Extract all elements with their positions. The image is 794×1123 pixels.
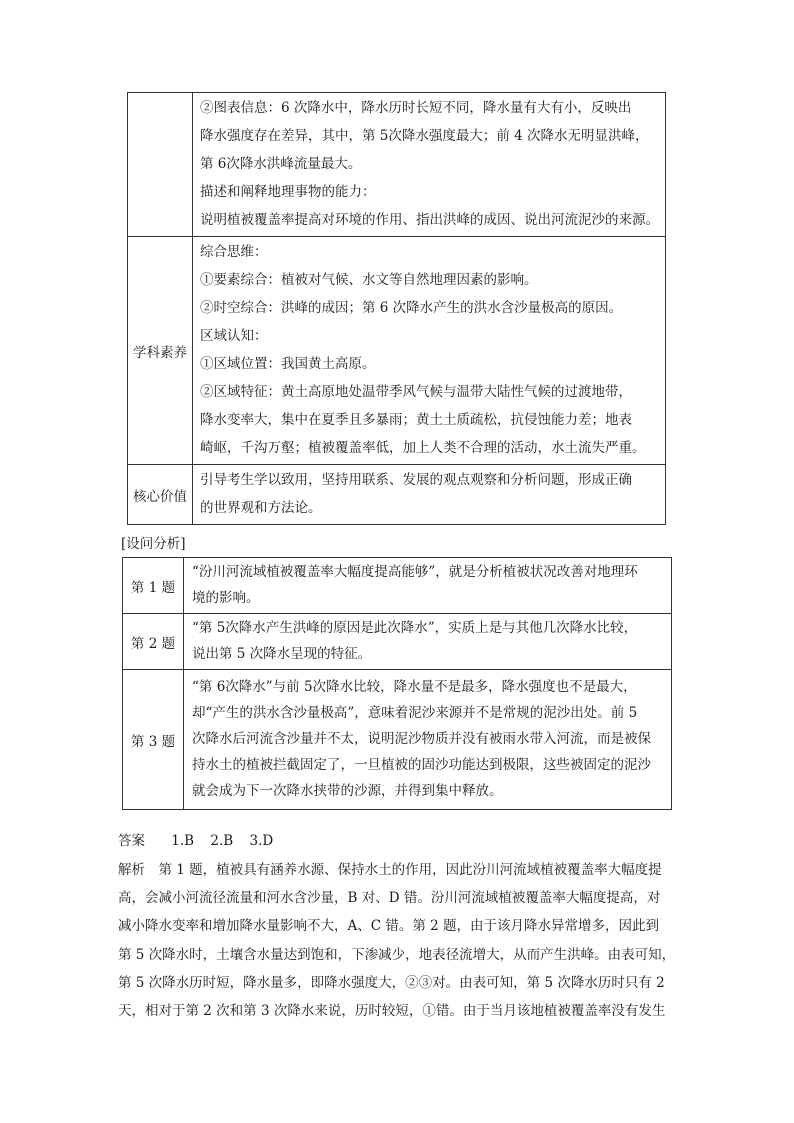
answer-line bbox=[118, 829, 273, 849]
text-line: 就会成为下一次降水挟带的沙源，并得到集中释放。 bbox=[192, 783, 503, 799]
text-line: 持水土的植被拦截固定了，一旦植被的固沙功能达到极限，这些被固定的泥沙 bbox=[192, 757, 651, 773]
table-row bbox=[128, 465, 666, 525]
text-line: 崎岖，千沟万壑；植被覆盖率低，加上人类不合理的活动，水土流失严重。 bbox=[200, 440, 646, 456]
table-row bbox=[123, 558, 672, 614]
discipline-literacy-cell bbox=[193, 237, 666, 465]
text-line: ②区域特征：黄土高原地处温带季风气候与温带大陆性气候的过渡地带， bbox=[200, 384, 632, 400]
text-line: 降水变率大，集中在夏季且多暴雨；黄土土质疏松，抗侵蚀能力差；地表 bbox=[200, 412, 632, 428]
text-line: ①区域位置：我国黄土高原。 bbox=[200, 356, 376, 372]
text-line: 区域认知： bbox=[200, 328, 268, 344]
table-row bbox=[128, 237, 666, 465]
text-line: 减小降水变率和增加降水量影响不大，A、C 错。第 2 题，由于该月降水异常增多，因此到 bbox=[118, 918, 660, 935]
text-line: “汾川河流域植被覆盖率大幅度提高能够”，就是分析植被状况改善对地理环 bbox=[192, 564, 638, 580]
text-line: 解析 第 1 题，植被具有涵养水源、保持水土的作用，因此汾川河流域植被覆盖率大幅度提 bbox=[118, 862, 662, 878]
text-line: 天，相对于第 2 次和第 3 次降水来说，历时较短，①错。由于当月该地植被覆盖率没有发生 bbox=[118, 1003, 666, 1020]
question-analysis-cell bbox=[184, 614, 672, 670]
text-line: ①要素综合：植被对气候、水文等自然地理因素的影响。 bbox=[200, 272, 538, 288]
text-line: ②时空综合：洪峰的成因；第 6 次降水产生的洪水含沙量极高的原因。 bbox=[200, 300, 623, 316]
answer-item: 1.B bbox=[171, 833, 195, 849]
question-analysis-cell bbox=[184, 558, 672, 614]
text-line: 高，会减小河流径流量和河水含沙量，B 对、D 错。汾川河流域植被覆盖率大幅度提高，对 bbox=[118, 890, 661, 907]
answer-item: 3.D bbox=[249, 833, 274, 849]
text-line: 第 5 次降水时，土壤含水量达到饱和，下渗减少，地表径流增大，从而产生洪峰。由表可知， bbox=[118, 946, 676, 963]
text-line: 次降水后河流含沙量并不太，说明泥沙物质并没有被雨水带入河流，而是被保 bbox=[192, 731, 651, 747]
question-label: 第 3 题 bbox=[123, 670, 184, 810]
row-label-core-value: 核心价值 bbox=[128, 465, 193, 525]
text-line: “第 6次降水”与前 5次降水比较，降水量不是最多，降水强度也不是最大， bbox=[192, 679, 637, 695]
question-analysis-cell bbox=[184, 670, 672, 810]
answer-label: 答案 bbox=[118, 833, 145, 849]
answer-item: 2.B bbox=[210, 833, 234, 849]
core-value-cell bbox=[193, 465, 666, 525]
text-line: 第 6次降水洪峰流量最大。 bbox=[200, 156, 362, 172]
question-label: 第 1 题 bbox=[123, 558, 184, 614]
text-line: 说明植被覆盖率提高对环境的作用、指出洪峰的成因、说出河流泥沙的来源。 bbox=[200, 212, 659, 228]
row-label-empty bbox=[128, 93, 193, 237]
table-row bbox=[128, 93, 666, 237]
section-heading: [设问分析] bbox=[121, 536, 186, 552]
question-analysis-table bbox=[122, 557, 672, 810]
chart-info-cell bbox=[193, 93, 666, 237]
text-line: 引导考生学以致用，坚持用联系、发展的观点观察和分析问题，形成正确 bbox=[200, 472, 632, 488]
text-line: ②图表信息：6 次降水中，降水历时长短不同，降水量有大有小，反映出 bbox=[200, 100, 632, 116]
text-line: 的世界观和方法论。 bbox=[200, 500, 322, 516]
question-label: 第 2 题 bbox=[123, 614, 184, 670]
row-label-discipline-literacy: 学科素养 bbox=[128, 237, 193, 465]
literacy-table bbox=[127, 92, 666, 525]
analysis-paragraph bbox=[118, 856, 680, 1025]
table-row bbox=[123, 614, 672, 670]
text-line: 却“产生的洪水含沙量极高”，意味着泥沙来源并不是常规的泥沙出处。前 5 bbox=[192, 705, 638, 721]
text-line: 境的影响。 bbox=[192, 590, 260, 606]
table-row bbox=[123, 670, 672, 810]
text-line: 降水强度存在差异，其中，第 5次降水强度最大；前 4 次降水无明显洪峰， bbox=[200, 128, 649, 144]
text-line: 第 5 次降水历时短，降水量多，即降水强度大，②③对。由表可知，第 5 次降水历时只有 2 bbox=[118, 974, 665, 991]
text-line: “第 5次降水产生洪峰的原因是此次降水”，实质上是与其他几次降水比较， bbox=[192, 620, 638, 636]
text-line: 综合思维： bbox=[200, 244, 268, 260]
text-line: 描述和阐释地理事物的能力： bbox=[200, 184, 376, 200]
text-line: 说出第 5 次降水呈现的特征。 bbox=[192, 646, 372, 662]
